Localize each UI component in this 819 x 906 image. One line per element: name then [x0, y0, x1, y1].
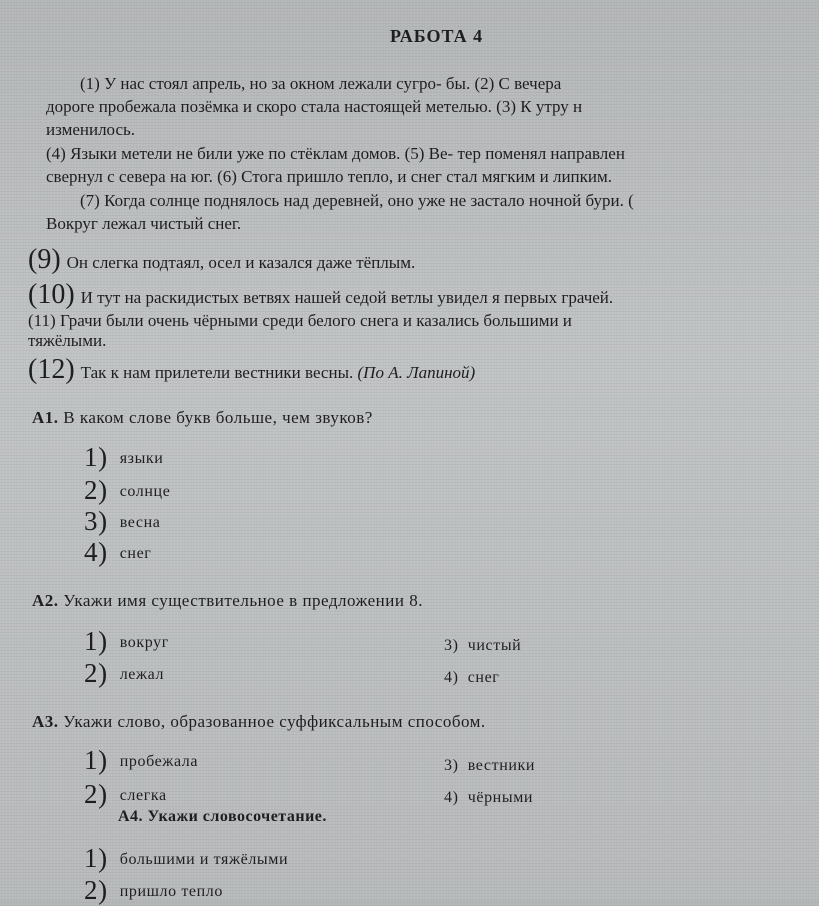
page-title: РАБОТА 4: [390, 26, 484, 46]
question-a3: [32, 712, 486, 732]
sentence-10: [28, 281, 613, 309]
question-a1: [32, 408, 373, 428]
question-text: Укажи слово, образованное суффиксальным способом.: [58, 712, 486, 731]
a3-option-2[interactable]: [84, 779, 167, 810]
option-number: 1): [84, 843, 108, 873]
sentence-text: Он слегка подтаял, осел и казался даже тёплым.: [66, 253, 416, 272]
option-number: 4): [84, 537, 108, 567]
a3-option-3[interactable]: [444, 757, 535, 775]
text-line-2: дороге пробежала позёмка и скоро стала настоящей метелью. (3) К утру н: [46, 97, 583, 116]
text-line-4: (4) Языки метели не били уже по стёклам домов. (5) Ве- тер поменял направлен: [46, 144, 625, 163]
a2-option-2[interactable]: [84, 658, 164, 689]
question-a4: А4. Укажи словосочетание.: [118, 808, 327, 825]
option-number: 2): [84, 779, 108, 809]
question-number: А1.: [32, 408, 59, 427]
sentence-12: [28, 356, 475, 384]
text-line-3: изменилось.: [46, 120, 136, 139]
a4-option-2[interactable]: [84, 875, 223, 906]
text-line-1: (1) У нас стоял апрель, но за окном лежали сугро- бы. (2) С вечера: [80, 74, 562, 93]
question-number: А3.: [32, 712, 59, 731]
option-text: языки: [119, 450, 164, 467]
sentence-number: (10): [28, 279, 75, 310]
option-number: 2): [84, 475, 108, 505]
text-line-11a: (11) Грачи были очень чёрными среди белого снега и казались большими и: [28, 311, 572, 330]
option-text: чёрными: [467, 789, 534, 806]
option-number: 4): [444, 789, 459, 806]
text-line-5: свернул с севера на юг. (6) Стога пришло тепло, и снег стал мягким и липким.: [46, 167, 613, 186]
option-number: 4): [444, 669, 459, 686]
option-number: 1): [84, 442, 108, 472]
question-text: В каком слове букв больше, чем звуков?: [58, 408, 373, 427]
a1-option-2[interactable]: [84, 475, 170, 506]
text-line-7: Вокруг лежал чистый снег.: [46, 214, 242, 233]
option-text: чистый: [467, 637, 522, 654]
sentence-9: [28, 246, 415, 274]
option-number: 3): [444, 757, 459, 774]
a2-option-3[interactable]: [444, 637, 521, 655]
text-line-6: (7) Когда солнце поднялось над деревней, оно уже не застало ночной бури. (: [80, 191, 634, 210]
option-number: 3): [444, 637, 459, 654]
option-text: пробежала: [119, 753, 199, 770]
a1-option-1[interactable]: [84, 442, 163, 473]
option-text: солнце: [119, 483, 171, 500]
option-number: 1): [84, 626, 108, 656]
option-number: 2): [84, 875, 108, 905]
a1-option-3[interactable]: [84, 506, 160, 537]
a1-option-4[interactable]: [84, 537, 151, 568]
question-number: А2.: [32, 591, 59, 610]
option-text: вокруг: [119, 634, 169, 651]
option-number: 1): [84, 745, 108, 775]
option-text: снег: [119, 545, 152, 562]
text-line-11b: тяжёлыми.: [28, 331, 107, 350]
sentence-text: Так к нам прилетели вестники весны.: [80, 363, 354, 382]
sentence-text: И тут на раскидистых ветвях нашей седой ветлы увидел я первых грачей.: [80, 288, 614, 307]
a3-option-1[interactable]: [84, 745, 198, 776]
option-text: снег: [467, 669, 500, 686]
sentence-number: (12): [28, 354, 75, 385]
option-text: пришло тепло: [119, 883, 223, 900]
sentence-number: (9): [28, 244, 61, 275]
a3-option-4[interactable]: [444, 789, 533, 807]
option-text: большими и тяжёлыми: [119, 851, 289, 868]
a2-option-4[interactable]: [444, 669, 499, 687]
a2-option-1[interactable]: [84, 626, 169, 657]
option-text: весна: [119, 514, 161, 531]
question-text: Укажи имя существительное в предложении 8.: [58, 591, 423, 610]
option-number: 2): [84, 658, 108, 688]
a4-option-1[interactable]: [84, 843, 288, 874]
author-credit: (По А. Лапиной): [357, 363, 476, 382]
option-text: вестники: [467, 757, 536, 774]
option-text: слегка: [119, 787, 167, 804]
question-a2: [32, 591, 423, 611]
option-number: 3): [84, 506, 108, 536]
option-text: лежал: [119, 666, 165, 683]
